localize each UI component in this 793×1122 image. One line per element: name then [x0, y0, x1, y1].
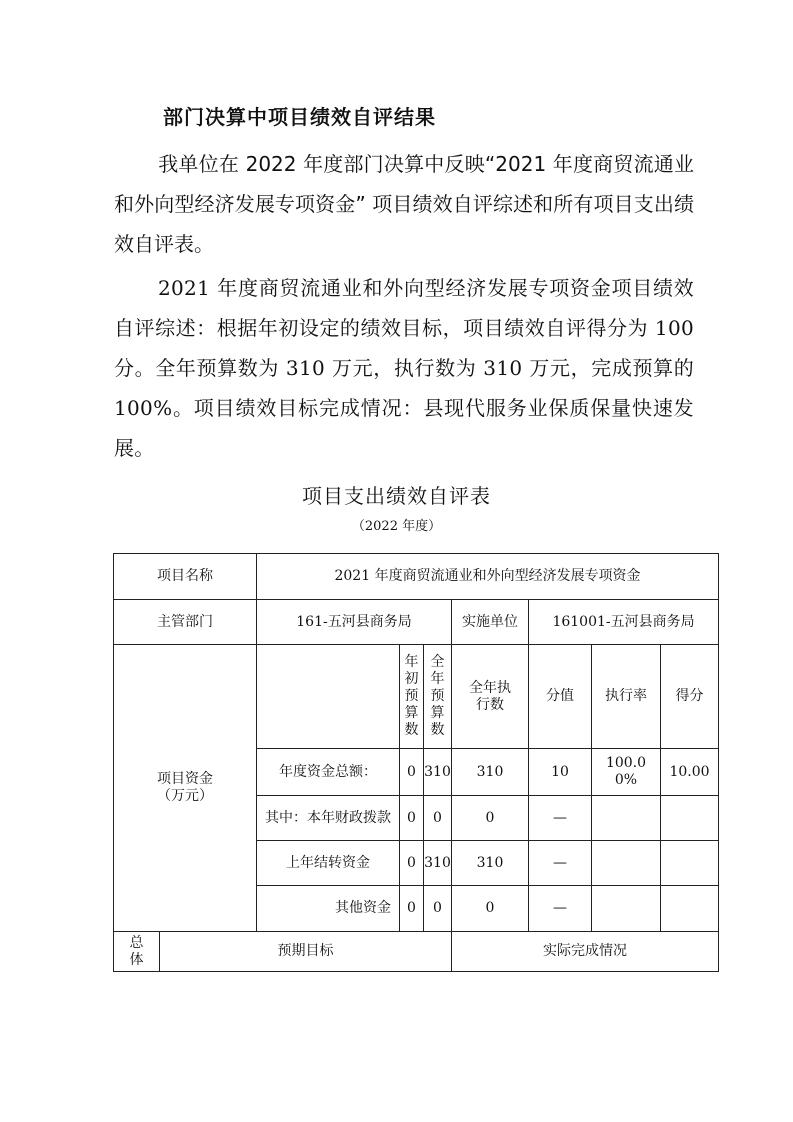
section-heading: 部门决算中项目绩效自评结果: [163, 105, 436, 129]
dept-value: 161-五河县商务局: [257, 600, 452, 645]
table-title: 项目支出绩效自评表: [302, 484, 491, 508]
row-rate: [592, 886, 661, 932]
row-initial: 0: [400, 886, 424, 932]
row-score: [661, 886, 719, 932]
intro-text: 我单位在 2022 年度部门决算中反映“2021 年度商贸流通业和外向型经济发展专项资金” 项目绩效自评综述和所有项目支出绩效自评表。: [114, 152, 694, 256]
table-subtitle: （2022 年度）: [351, 519, 442, 534]
row-rate: [592, 796, 661, 841]
header-blank: [257, 645, 400, 749]
project-name-label: 项目名称: [114, 554, 257, 600]
summary-paragraph: [114, 268, 694, 468]
header-initial-budget: 年初预算数: [400, 645, 424, 749]
header-score: 得分: [661, 645, 719, 749]
row-score: [661, 796, 719, 841]
row-label: 其他资金: [257, 886, 400, 932]
row-annual: 310: [424, 749, 452, 796]
row-annual: 310: [424, 841, 452, 886]
row-label: 上年结转资金: [257, 841, 400, 886]
overall-label: 总体: [114, 932, 160, 972]
impl-label: 实施单位: [452, 600, 529, 645]
funds-label: 项目资金: [157, 771, 213, 787]
header-annual-budget: 全年预算数: [424, 645, 452, 749]
row-rate: 100.00%: [592, 749, 661, 796]
overall-goal-row: [114, 932, 719, 972]
row-value: —: [529, 796, 592, 841]
row-exec: 0: [452, 886, 529, 932]
actual-completion-label: 实际完成情况: [452, 932, 719, 972]
intro-paragraph: [114, 144, 694, 264]
row-exec: 310: [452, 749, 529, 796]
row-exec: 310: [452, 841, 529, 886]
funds-label-cell: [114, 645, 257, 932]
row-value: —: [529, 886, 592, 932]
department-row: [114, 600, 719, 645]
row-label: 其中：本年财政拨款: [257, 796, 400, 841]
row-initial: 0: [400, 749, 424, 796]
row-annual: 0: [424, 886, 452, 932]
funds-unit: （万元）: [157, 788, 213, 804]
row-value: 10: [529, 749, 592, 796]
row-label: 年度资金总额：: [257, 749, 400, 796]
header-score-value: 分值: [529, 645, 592, 749]
impl-value: 161001-五河县商务局: [529, 600, 719, 645]
row-score: 10.00: [661, 749, 719, 796]
header-row: [114, 645, 719, 749]
row-value: —: [529, 841, 592, 886]
performance-table: [113, 553, 719, 972]
summary-text: 2021 年度商贸流通业和外向型经济发展专项资金项目绩效自评综述：根据年初设定的绩效目标，项目绩效自评得分为 100 分。全年预算数为 310 万元，执行数为 310 万元，完成预算的 100%。项目绩效目标完成情况：县现代服务业保质保量快速发展。: [114, 276, 694, 460]
project-name-value: 2021 年度商贸流通业和外向型经济发展专项资金: [257, 554, 719, 600]
row-annual: 0: [424, 796, 452, 841]
header-exec-rate: 执行率: [592, 645, 661, 749]
row-rate: [592, 841, 661, 886]
row-initial: 0: [400, 796, 424, 841]
expected-goal-label: 预期目标: [160, 932, 452, 972]
dept-label: 主管部门: [114, 600, 257, 645]
header-annual-exec: 全年执行数: [452, 645, 529, 749]
row-exec: 0: [452, 796, 529, 841]
row-initial: 0: [400, 841, 424, 886]
row-score: [661, 841, 719, 886]
project-name-row: [114, 554, 719, 600]
